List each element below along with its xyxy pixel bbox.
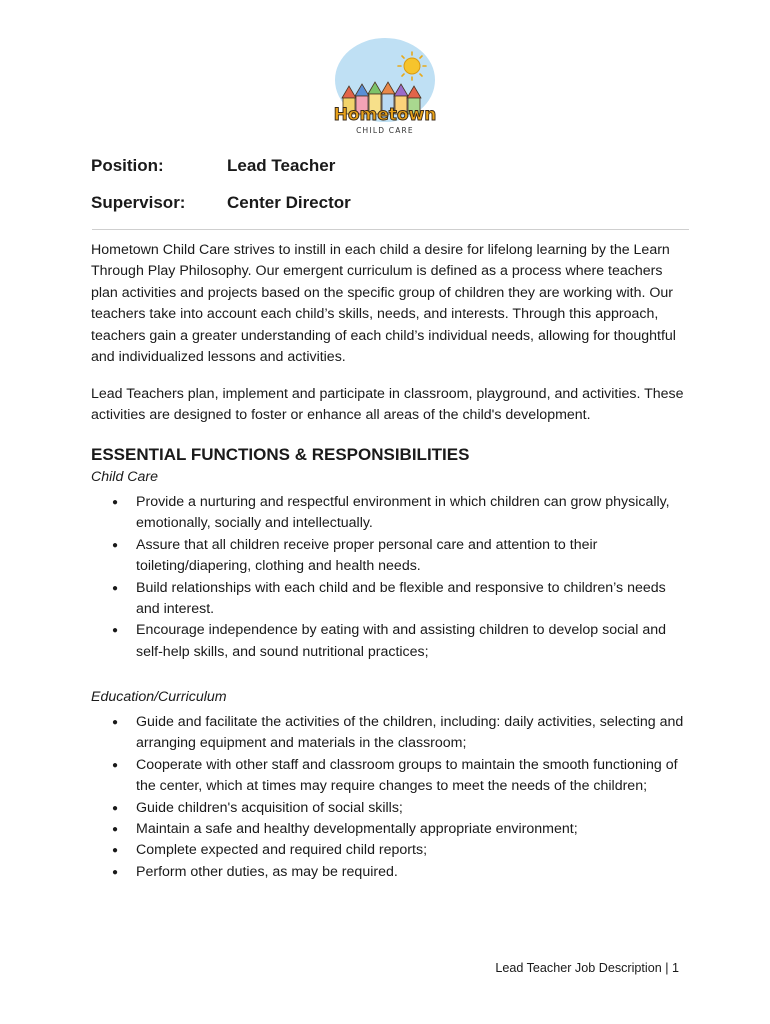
list-item: ● Provide a nurturing and respectful environment in which children can grow physically, emotionally, socially and intellectually. [91, 492, 691, 535]
list-item: ● Complete expected and required child reports; [91, 840, 691, 861]
logo-wordmark: Hometown [333, 105, 437, 125]
child-care-list [91, 492, 691, 663]
page-footer: Lead Teacher Job Description | 1 [495, 961, 679, 975]
position-label: Position: [91, 156, 164, 175]
position-value: Lead Teacher [227, 156, 336, 175]
list-item: ● Cooperate with other staff and classroom groups to maintain the smooth functioning of the center, which at times may require changes to meet the needs of the children; [91, 755, 691, 798]
logo-tagline: CHILD CARE [356, 126, 414, 135]
education-list [91, 712, 691, 883]
header-divider [92, 229, 689, 230]
list-item: ● Build relationships with each child and be flexible and responsive to children’s needs and interest. [91, 578, 691, 621]
child-care-subheading: Child Care [91, 469, 159, 485]
supervisor-value: Center Director [227, 193, 351, 212]
education-subheading: Education/Curriculum [91, 689, 227, 705]
list-item: ● Guide children's acquisition of social skills; [91, 798, 691, 819]
lead-teacher-paragraph: Lead Teachers plan, implement and participate in classroom, playground, and activities. These activities are designed to foster or enhance all areas of the child's development. [91, 386, 684, 424]
list-item: ● Maintain a safe and healthy developmentally appropriate environment; [91, 819, 691, 840]
list-item: ● Encourage independence by eating with and assisting children to develop social and self-help skills, and sound nutritional practices; [91, 620, 691, 663]
section-heading: ESSENTIAL FUNCTIONS & RESPONSIBILITIES [91, 445, 470, 464]
list-item: ● Guide and facilitate the activities of the children, including: daily activities, selecting and arranging equipment and materials in the classroom; [91, 712, 691, 755]
intro-paragraph: Hometown Child Care strives to instill in each child a desire for lifelong learning by the Learn Through Play Philosophy. Our emergent curriculum is defined as a process where teachers plan activities and projects based on the specific group of children they are working with. Our teachers take into account each child’s skills, needs, and interests. Through this approach, teachers gain a greater understanding of each child’s individual needs, allowing for thoughtful and individualized lessons and activities. [91, 242, 676, 366]
list-item: ● Perform other duties, as may be required. [91, 862, 691, 883]
supervisor-label: Supervisor: [91, 193, 186, 212]
hometown-logo [328, 36, 442, 142]
logo-illustration [328, 36, 442, 142]
list-item: ● Assure that all children receive proper personal care and attention to their toileting/diapering, clothing and health needs. [91, 535, 691, 578]
